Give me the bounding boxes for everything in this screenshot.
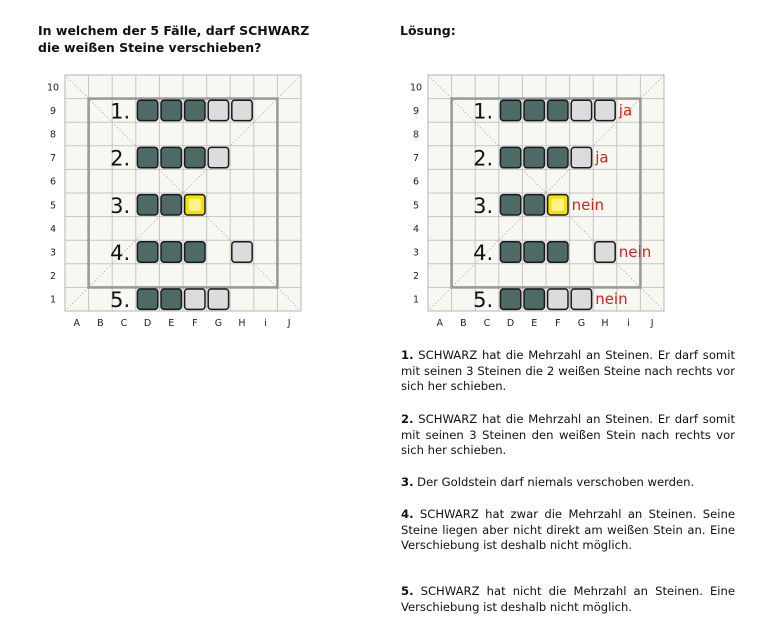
black-stone — [185, 100, 205, 120]
white-stone — [232, 100, 252, 120]
black-stone — [524, 147, 544, 167]
column-label: G — [577, 318, 586, 329]
row-label: 9 — [412, 105, 420, 117]
row-label: 5 — [412, 200, 420, 212]
explanation-number: 1. — [401, 348, 414, 362]
row-label: 5 — [49, 200, 57, 212]
black-stone — [548, 100, 568, 120]
question-title — [38, 22, 309, 56]
explanation-text: SCHWARZ hat nicht die Mehrzahl an Steinen. Eine Verschiebung ist deshalb nicht möglich. — [401, 584, 736, 614]
black-stone — [161, 195, 181, 215]
row-label: 10 — [409, 82, 423, 94]
black-stone — [161, 100, 181, 120]
question-title-line2: die weißen Steine verschieben? — [38, 40, 262, 55]
row-label: 1 — [49, 294, 57, 306]
row-label: 7 — [49, 153, 57, 165]
black-stone — [161, 147, 181, 167]
explanation-4 — [401, 507, 735, 554]
gold-stone-highlight — [552, 199, 564, 211]
question-board — [44, 70, 306, 332]
explanation-number: 4. — [401, 507, 414, 521]
black-stone — [500, 100, 520, 120]
row-label: 1 — [412, 294, 420, 306]
white-stone — [208, 100, 228, 120]
black-stone — [524, 100, 544, 120]
row-label: 7 — [412, 153, 420, 165]
column-label: F — [192, 318, 198, 329]
case-label: 4. — [110, 241, 131, 265]
case-label: 1. — [473, 99, 494, 124]
column-label: C — [483, 318, 491, 329]
explanation-number: 3. — [401, 475, 414, 489]
white-stone — [208, 147, 228, 167]
black-stone — [548, 242, 568, 262]
black-stone — [500, 289, 520, 309]
row-label: 4 — [412, 223, 420, 235]
column-label: F — [555, 318, 561, 329]
answer-label: ja — [595, 148, 609, 167]
gold-stone-highlight — [189, 199, 201, 211]
explanation-text: SCHWARZ hat die Mehrzahl an Steinen. Er darf somit mit seinen 3 Steinen die 2 weißen Steine nach rechts vor sich her schieben. — [401, 348, 735, 394]
column-label: H — [601, 318, 609, 329]
black-stone — [161, 242, 181, 262]
column-label: A — [73, 318, 81, 329]
black-stone — [137, 242, 157, 262]
explanation-1 — [401, 348, 735, 395]
black-stone — [524, 289, 544, 309]
black-stone — [500, 147, 520, 167]
column-label: D — [143, 318, 152, 329]
black-stone — [500, 195, 520, 215]
column-label: J — [287, 318, 291, 329]
question-title-line1: In welchem der 5 Fälle, darf SCHWARZ — [38, 23, 310, 38]
row-label: 8 — [49, 129, 57, 141]
case-label: 5. — [110, 288, 131, 313]
white-stone — [548, 289, 568, 309]
case-label: 5. — [473, 288, 494, 313]
solution-title: Lösung: — [400, 23, 456, 38]
white-stone — [571, 289, 591, 309]
white-stone — [185, 289, 205, 309]
black-stone — [524, 242, 544, 262]
column-label: i — [627, 318, 630, 329]
column-label: B — [460, 318, 467, 329]
black-stone — [137, 100, 157, 120]
row-label: 2 — [49, 271, 57, 283]
white-stone — [595, 100, 615, 120]
row-label: 9 — [49, 105, 57, 117]
case-label: 4. — [473, 241, 494, 265]
case-label: 1. — [110, 99, 131, 124]
case-label: 3. — [110, 193, 131, 218]
column-label: E — [531, 318, 538, 329]
explanation-number: 5. — [401, 584, 414, 598]
row-label: 4 — [49, 223, 57, 235]
black-stone — [137, 289, 157, 309]
row-label: 10 — [46, 82, 60, 94]
column-label: G — [214, 318, 223, 329]
case-label: 2. — [110, 146, 131, 171]
black-stone — [524, 195, 544, 215]
answer-label: nein — [571, 195, 605, 214]
answer-label: nein — [618, 243, 652, 261]
explanation-2 — [401, 412, 735, 459]
white-stone — [232, 242, 252, 262]
black-stone — [185, 147, 205, 167]
answer-label: ja — [618, 101, 633, 120]
column-label: i — [264, 318, 267, 329]
explanation-text: SCHWARZ hat die Mehrzahl an Steinen. Er darf somit mit seinen 3 Steinen den weißen Stein nach rechts vor sich her schieben. — [401, 412, 735, 458]
solution-board — [407, 70, 669, 332]
column-label: E — [168, 318, 175, 329]
row-label: 6 — [49, 176, 57, 188]
explanation-text: Der Goldstein darf niemals verschoben werden. — [417, 475, 695, 489]
case-label: 3. — [473, 193, 494, 218]
explanation-3 — [401, 475, 735, 491]
explanation-text: SCHWARZ hat zwar die Mehrzahl an Steinen. Seine Steine liegen aber nicht direkt am weißen Stein an. Eine Verschiebung ist deshalb nicht möglich. — [401, 507, 735, 553]
explanation-number: 2. — [401, 412, 414, 426]
row-label: 2 — [412, 271, 420, 283]
white-stone — [571, 147, 591, 167]
case-label: 2. — [473, 146, 494, 171]
black-stone — [185, 242, 205, 262]
black-stone — [161, 289, 181, 309]
black-stone — [500, 242, 520, 262]
column-label: B — [97, 318, 104, 329]
black-stone — [548, 147, 568, 167]
column-label: C — [120, 318, 128, 329]
black-stone — [137, 195, 157, 215]
row-label: 3 — [412, 247, 420, 259]
row-label: 8 — [412, 129, 420, 141]
column-label: A — [436, 318, 444, 329]
explanation-5 — [401, 584, 735, 615]
column-label: D — [506, 318, 515, 329]
white-stone — [208, 289, 228, 309]
column-label: J — [650, 318, 654, 329]
black-stone — [137, 147, 157, 167]
white-stone — [595, 242, 615, 262]
row-label: 6 — [412, 176, 420, 188]
column-label: H — [238, 318, 246, 329]
white-stone — [571, 100, 591, 120]
row-label: 3 — [49, 247, 57, 259]
answer-label: nein — [595, 290, 628, 309]
